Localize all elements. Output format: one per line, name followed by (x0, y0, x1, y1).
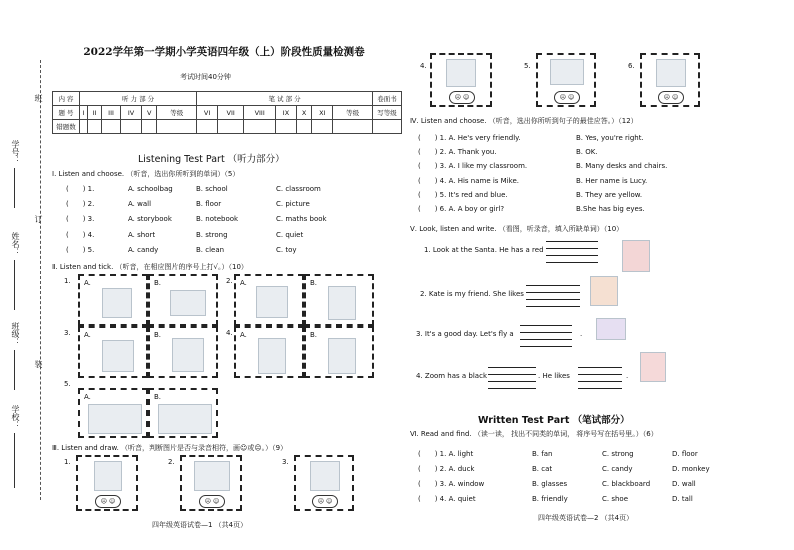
s5-answer4a-line1[interactable] (488, 367, 536, 368)
s6-q2-b: B. cat (532, 465, 553, 473)
s2-q2-number: 2. (226, 277, 233, 285)
boy-sitting-picture (94, 461, 122, 491)
error-count-cell[interactable] (218, 120, 244, 134)
error-count-cell[interactable] (157, 120, 197, 134)
top-pic-6-frame[interactable] (640, 53, 700, 107)
s6-q1-d: D. floor (672, 450, 698, 458)
score-cell: VIII (244, 106, 276, 120)
score-cell: II (88, 106, 102, 120)
student-number-line (14, 168, 15, 208)
cake-picture (590, 276, 618, 306)
s4-q3[interactable]: ( ) 3. A. I like my classroom. (418, 162, 528, 170)
face-answer-icon[interactable]: ☹ ☺ (449, 91, 475, 104)
s1-q1-c: C. classroom (276, 185, 321, 193)
face-answer-icon[interactable]: ☹ ☺ (199, 495, 225, 508)
section4-title: Ⅳ. Listen and choose. （听音，选出你所听到句子的最佳应答。）（12） (410, 117, 638, 125)
s4-q3-b: B. Many desks and chairs. (576, 162, 668, 170)
score-cell: X (296, 106, 311, 120)
binding-strip (0, 60, 52, 500)
option-letter: A. (240, 331, 247, 339)
cleaning-window-picture (102, 340, 134, 372)
s2-q1-option-b[interactable] (148, 274, 218, 326)
s2-q5-option-b[interactable] (148, 388, 218, 438)
s3-q3-frame[interactable] (294, 455, 354, 511)
ding-mark: 订 (34, 215, 43, 223)
s4-q4[interactable]: ( ) 4. A. His name is Mike. (418, 177, 520, 185)
s5-answer3-line1[interactable] (520, 325, 572, 326)
s2-q5-number: 5. (64, 380, 71, 388)
s5-answer2-line1[interactable] (526, 285, 580, 286)
s2-q4-option-b[interactable] (304, 326, 374, 378)
s6-q3-c: C. blackboard (602, 480, 651, 488)
s5-answer1-line3[interactable] (546, 255, 598, 256)
top-pic-5-frame[interactable] (536, 53, 596, 107)
error-count-cell[interactable] (312, 120, 333, 134)
s3-q2-frame[interactable] (180, 455, 242, 511)
s5-answer4b-line2[interactable] (578, 374, 622, 375)
s4-q2-b: B. OK. (576, 148, 598, 156)
section6-title: Ⅵ. Read and find. （读一读， 找出不同类的单词， 将序号写在括号里。）（6） (410, 430, 658, 438)
picture-on-wall-picture (194, 461, 230, 491)
s5-answer3-line2[interactable] (520, 332, 572, 333)
score-cell: III (101, 106, 120, 120)
washing-machine-picture (102, 288, 132, 318)
footer-right: 四年级英语试卷—2 （共4页） (538, 514, 634, 522)
option-letter: A. (84, 279, 91, 287)
face-answer-icon[interactable]: ☹ ☺ (554, 91, 580, 104)
door-picture (172, 338, 204, 372)
written-part-title: Written Test Part （笔试部分） (478, 415, 630, 426)
score-table-handwriting-header: 卷面书 (373, 92, 402, 106)
class-label: 班级： (11, 322, 20, 346)
s2-q3-number: 3. (64, 329, 71, 337)
option-letter: A. (84, 331, 91, 339)
s4-q6-b: B.She has big eyes. (576, 205, 645, 213)
s2-q3-option-b[interactable] (148, 326, 218, 378)
score-table-content-cell: 内 容 (53, 92, 80, 106)
s1-q4-b: B. strong (196, 231, 228, 239)
s3-q1-frame[interactable] (76, 455, 138, 511)
option-letter: B. (310, 331, 318, 339)
s1-q4-a: A. short (128, 231, 156, 239)
s1-q2-b: B. floor (196, 200, 222, 208)
score-cell: 等级 (157, 106, 197, 120)
error-count-cell[interactable] (333, 120, 373, 134)
books-picture (550, 59, 584, 85)
door-picture (656, 59, 686, 87)
s1-q5-c: C. toy (276, 246, 297, 254)
exam-time: 考试时间40分钟 (180, 73, 231, 81)
score-cell: I (80, 106, 88, 120)
error-count-cell[interactable] (142, 120, 157, 134)
s6-q1[interactable]: ( ) 1. A. light (418, 450, 474, 458)
s5-sentence4-period: . (626, 372, 629, 380)
s1-q5-b: B. clean (196, 246, 225, 254)
section5-title: Ⅴ. Look, listen and write. （看图，听录音，填入所缺单词）（10） (410, 225, 624, 233)
juice-can-picture (640, 352, 666, 382)
error-count-cell[interactable] (80, 120, 88, 134)
s6-q1-b: B. fan (532, 450, 553, 458)
score-cell: V (142, 106, 157, 120)
option-letter: B. (154, 331, 162, 339)
face-answer-icon[interactable]: ☹ ☺ (312, 495, 338, 508)
girl-picture (328, 286, 356, 320)
error-count-cell[interactable] (276, 120, 297, 134)
s5-answer4b-line1[interactable] (578, 367, 622, 368)
school-line (14, 433, 15, 488)
s1-q4-c: C. quiet (276, 231, 304, 239)
computer-desk-picture (170, 290, 206, 316)
s1-q5-number[interactable]: ( ) 5. (66, 246, 95, 254)
s5-sentence3-period: . (580, 330, 583, 338)
s4-q5[interactable]: ( ) 5. It's red and blue. (418, 191, 508, 199)
s1-q1-b: B. school (196, 185, 228, 193)
s5-sentence3: 3. It's a good day. Let's fly a (416, 330, 514, 338)
score-table (52, 91, 402, 134)
score-cell: XI (312, 106, 333, 120)
s5-sentence4a: 4. Zoom has a black (416, 372, 488, 380)
option-letter: B. (154, 393, 162, 401)
s1-q3-number[interactable]: ( ) 3. (66, 215, 95, 223)
s5-answer4a-line2[interactable] (488, 374, 536, 375)
top-pic-5-number: 5. (524, 62, 531, 70)
s6-q3[interactable]: ( ) 3. A. window (418, 480, 485, 488)
binding-dash-line (40, 60, 41, 500)
s3-q3-number: 3. (282, 458, 289, 466)
exam-title: 2022学年第一学期小学英语四年级（上）阶段性质量检测卷 (83, 46, 365, 58)
classroom-picture (88, 404, 142, 434)
face-answer-icon[interactable]: ☹ ☺ (658, 91, 684, 104)
zhuang-mark: 装 (34, 360, 43, 368)
boy-picture (258, 338, 286, 374)
s6-q4-d: D. tall (672, 495, 693, 503)
score-cell: VII (218, 106, 244, 120)
listening-part-title: Listening Test Part （听力部分） (138, 154, 285, 165)
s4-q1-b: B. Yes, you're right. (576, 134, 644, 142)
score-cell: IX (276, 106, 297, 120)
s6-q4-c: C. shoe (602, 495, 629, 503)
face-answer-icon[interactable]: ☹ ☺ (95, 495, 121, 508)
s1-q5-a: A. candy (128, 246, 159, 254)
s6-q3-d: D. wall (672, 480, 696, 488)
section3-title: Ⅲ. Listen and draw. （听音，判断图片是否与录音相符，画☺或☹。）（9） (52, 444, 288, 452)
s1-q1-a: A. schoolbag (128, 185, 173, 193)
error-count-cell[interactable] (121, 120, 142, 134)
s6-q2[interactable]: ( ) 2. A. duck (418, 465, 475, 473)
s2-q5-option-a[interactable] (78, 388, 148, 438)
s5-answer4a-line4[interactable] (488, 388, 536, 389)
s6-q1-c: C. strong (602, 450, 634, 458)
s4-q4-b: B. Her name is Lucy. (576, 177, 648, 185)
s5-answer4b-line4[interactable] (578, 388, 622, 389)
option-letter: A. (84, 393, 91, 401)
s5-sentence1: 1. Look at the Santa. He has a red (424, 246, 544, 254)
s2-q2-option-b[interactable] (304, 274, 374, 326)
error-count-cell[interactable] (373, 120, 402, 134)
s5-sentence4b: . He likes (538, 372, 570, 380)
s5-answer1-line2[interactable] (546, 248, 598, 249)
footer-left: 四年级英语试卷—1 （共4页） (152, 521, 248, 529)
school-label: 学校： (11, 405, 20, 429)
bathroom-picture (158, 404, 212, 434)
score-cell: 题 号 (53, 106, 80, 120)
s3-q1-number: 1. (64, 458, 71, 466)
s6-q4-b: B. friendly (532, 495, 568, 503)
s2-q2-option-a[interactable] (234, 274, 304, 326)
error-count-cell[interactable] (244, 120, 276, 134)
score-table-listening-header: 听 力 部 分 (80, 92, 197, 106)
s5-answer1-line4[interactable] (546, 262, 598, 263)
section1-title: Ⅰ. Listen and choose. （听音，选出你所听到的单词）（5） (52, 170, 240, 178)
s1-q3-c: C. maths book (276, 215, 327, 223)
s2-q1-option-a[interactable] (78, 274, 148, 326)
s4-q6[interactable]: ( ) 6. A. A boy or girl? (418, 205, 505, 213)
s5-answer3-line4[interactable] (520, 346, 572, 347)
error-count-cell[interactable] (296, 120, 311, 134)
s1-q3-b: B. notebook (196, 215, 239, 223)
s1-q4-number[interactable]: ( ) 4. (66, 231, 95, 239)
s1-q3-a: A. storybook (128, 215, 172, 223)
error-count-cell[interactable] (197, 120, 218, 134)
s4-q5-b: B. They are yellow. (576, 191, 643, 199)
score-cell: 写等级 (373, 106, 402, 120)
section2-title: Ⅱ. Listen and tick. （听音，在相应图片的序号上打√。）（10） (52, 263, 248, 271)
s5-answer3-line3[interactable] (520, 339, 572, 340)
student-number-label: 学号： (11, 140, 20, 164)
schoolbag-picture (310, 461, 340, 491)
s6-q2-c: C. candy (602, 465, 633, 473)
score-cell: 等级 (333, 106, 373, 120)
option-letter: B. (310, 279, 318, 287)
top-pic-4-frame[interactable] (430, 53, 492, 107)
girl-cleaning-picture (446, 59, 476, 87)
s2-q1-number: 1. (64, 277, 71, 285)
error-count-cell[interactable] (88, 120, 102, 134)
class-seal-label: 班 (34, 94, 43, 102)
santa-picture (622, 240, 650, 272)
s5-answer2-line3[interactable] (526, 299, 580, 300)
s6-q3-b: B. glasses (532, 480, 568, 488)
s5-answer4a-line3[interactable] (488, 381, 536, 382)
option-letter: A. (240, 279, 247, 287)
s3-q2-number: 2. (168, 458, 175, 466)
s1-q2-number[interactable]: ( ) 2. (66, 200, 95, 208)
wall-light-picture (256, 286, 288, 318)
top-pic-6-number: 6. (628, 62, 635, 70)
s5-answer4b-line3[interactable] (578, 381, 622, 382)
s5-sentence2: 2. Kate is my friend. She likes (420, 290, 524, 298)
s2-q4-number: 4. (226, 329, 233, 337)
score-cell: VI (197, 106, 218, 120)
s2-q4-option-a[interactable] (234, 326, 304, 378)
s4-q2[interactable]: ( ) 2. A. Thank you. (418, 148, 497, 156)
s1-q2-a: A. wall (128, 200, 152, 208)
s6-q2-d: D. monkey (672, 465, 710, 473)
s6-q4[interactable]: ( ) 4. A. quiet (418, 495, 476, 503)
s1-q1-number[interactable]: ( ) 1. (66, 185, 95, 193)
error-count-cell[interactable] (101, 120, 120, 134)
option-letter: B. (154, 279, 162, 287)
s5-answer2-line2[interactable] (526, 292, 580, 293)
class-line (14, 350, 15, 390)
s4-q1[interactable]: ( ) 1. A. He's very friendly. (418, 134, 521, 142)
kite-picture (596, 318, 626, 340)
s5-answer2-line4[interactable] (526, 306, 580, 307)
girl-dress-picture (328, 338, 356, 374)
top-pic-4-number: 4. (420, 62, 427, 70)
score-table-written-header: 笔 试 部 分 (197, 92, 373, 106)
score-cell: IV (121, 106, 142, 120)
s5-answer1-line1[interactable] (546, 241, 598, 242)
s1-q2-c: C. picture (276, 200, 310, 208)
name-label: 姓名： (11, 232, 20, 256)
s2-q3-option-a[interactable] (78, 326, 148, 378)
name-line (14, 260, 15, 310)
score-cell: 错题数 (53, 120, 80, 134)
